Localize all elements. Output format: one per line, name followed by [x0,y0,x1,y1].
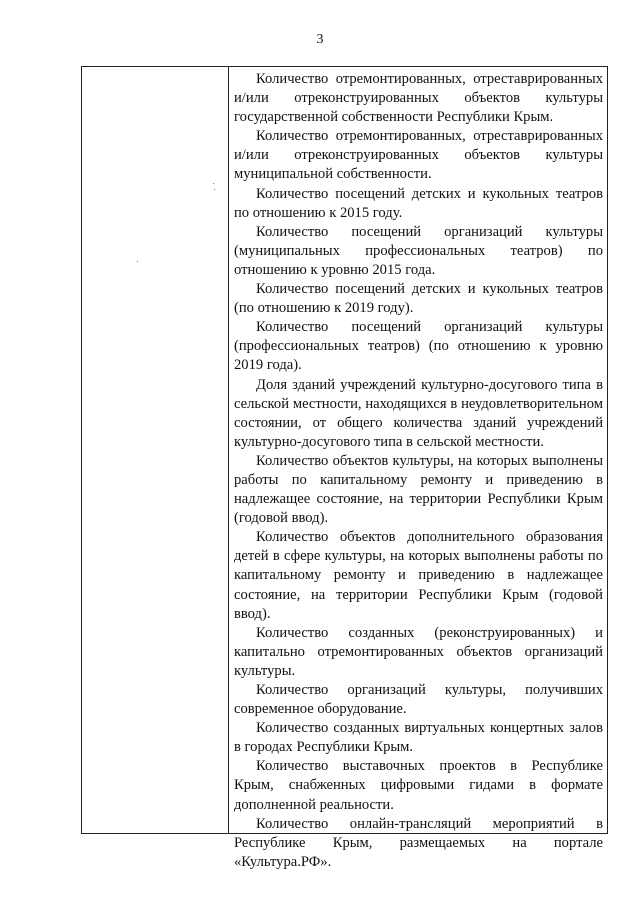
page-number: 3 [316,32,324,47]
indicator-paragraph: Количество созданных (реконструированных) и капитально отремонтированных объектов организаций культуры. [234,624,603,679]
indicator-paragraph: Количество организаций культуры, получивших современное оборудование. [234,682,603,718]
indicator-paragraph: Доля зданий учреждений культурно-досугового типа в сельской местности, находящихся в неудовлетворительном состоянии, от общего количества зданий учреждений культурно-досугового типа в сельской местности. [234,376,603,450]
indicator-paragraph: Количество онлайн-трансляций мероприятий в Республике Крым, размещаемых на портале «Культура.РФ». [234,815,603,870]
indicator-paragraph: Количество объектов дополнительного образования детей в сфере культуры, на которых выполнены работы по капитальному ремонту и приведению в надлежащее состояние, на территории Республики Крым (годовой ввод). [234,529,603,622]
indicator-paragraph: Количество выставочных проектов в Республике Крым, снабженных цифровыми гидами в формате дополненной реальности. [234,758,603,813]
indicators-table [81,66,608,870]
indicator-paragraph: Количество посещений организаций культуры (муниципальных профессиональных театров) по отношению к уровню 2015 года. [234,223,603,278]
scan-speck [213,183,214,184]
right-column-cell [229,67,607,870]
scan-speck [214,189,215,190]
indicator-paragraph: Количество объектов культуры, на которых выполнены работы по капитальному ремонту и приведению в надлежащее состояние, на территории Республики Крым (годовой ввод). [234,452,603,527]
indicator-paragraph: Количество отремонтированных, отреставрированных и/или отреконструированных объектов культуры муниципальной собственности. [234,128,603,183]
indicator-paragraph: Количество посещений организаций культуры (профессиональных театров) (по отношению к уровню 2019 года). [234,319,603,374]
scan-speck [137,261,138,262]
indicator-paragraph: Количество посещений детских и кукольных театров (по отношению к 2019 году). [234,281,603,317]
indicator-paragraph: Количество посещений детских и кукольных театров по отношению к 2015 году. [234,185,603,221]
indicator-paragraph: Количество созданных виртуальных концертных залов в городах Республики Крым. [234,720,603,756]
indicator-paragraph: Количество отремонтированных, отреставрированных и/или отреконструированных объектов культуры государственной собственности Республики Крым. [234,71,603,126]
